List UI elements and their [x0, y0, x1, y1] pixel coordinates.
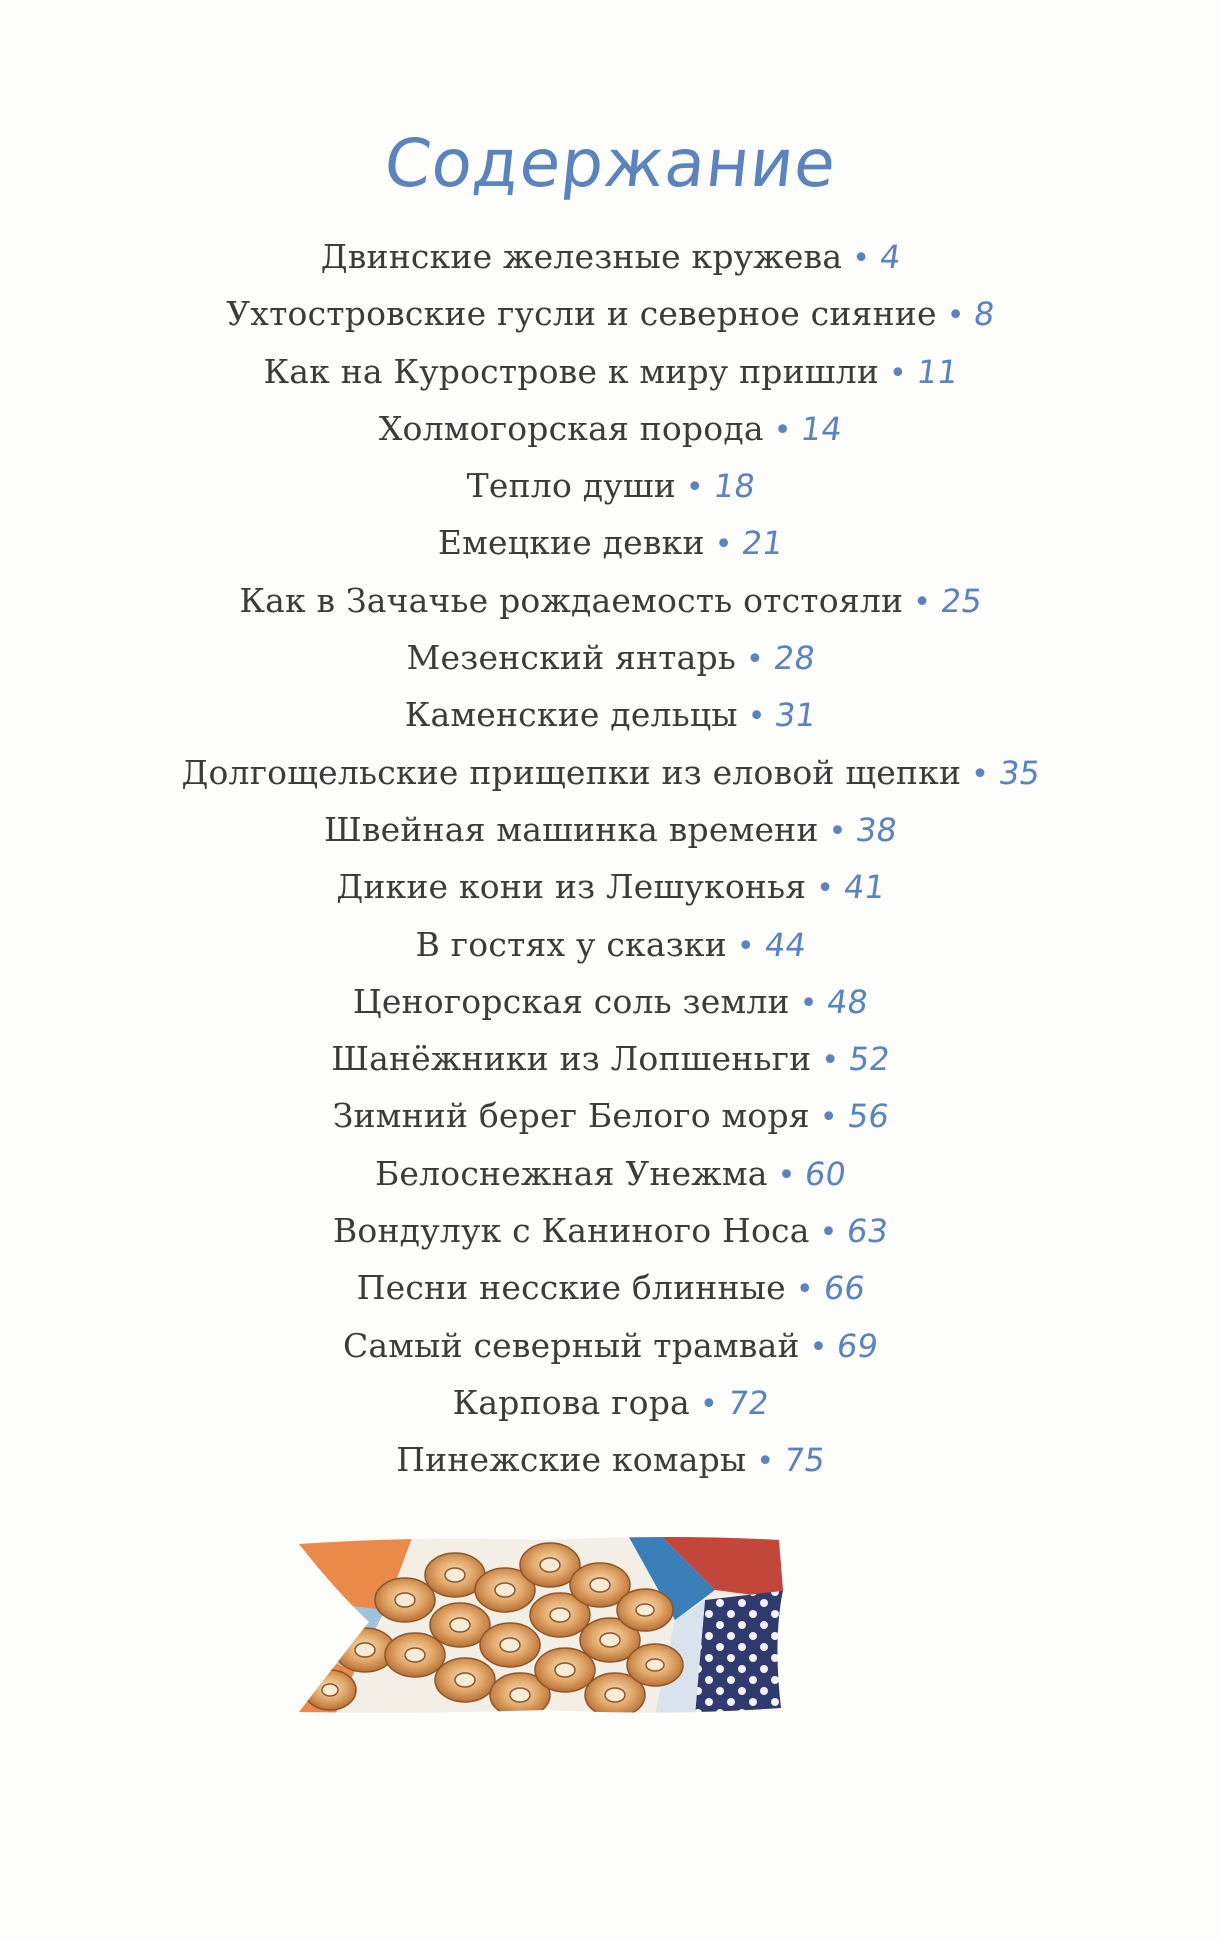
toc-title: Содержание [380, 125, 841, 202]
dot-separator: • [889, 355, 907, 391]
toc-entry-title: Швейная машинка времени [324, 809, 819, 849]
dot-separator: • [795, 1272, 814, 1308]
toc-entry-title: Холмогорская порода [378, 408, 764, 448]
toc-list [0, 228, 1221, 1489]
toc-entry-page: 8 [971, 295, 998, 334]
toc-entry-page: 63 [844, 1212, 891, 1251]
dot-separator: • [773, 412, 792, 448]
toc-entry-page: 21 [739, 524, 786, 563]
toc-entry-title: Карпова гора [452, 1382, 690, 1422]
dot-separator: • [816, 871, 834, 907]
dot-separator: • [852, 241, 870, 276]
toc-entry-page: 31 [772, 696, 819, 735]
dot-separator: • [821, 1043, 840, 1079]
bagels-illustration [295, 1530, 790, 1715]
toc-entry[interactable] [0, 1431, 1221, 1488]
toc-entry-page: 75 [781, 1441, 828, 1480]
toc-entry[interactable] [0, 1145, 1221, 1202]
toc-entry-title: Ценогорская соль земли [352, 981, 790, 1021]
toc-entry[interactable] [0, 457, 1221, 514]
toc-entry-page: 11 [914, 352, 961, 391]
dot-separator: • [828, 813, 847, 849]
toc-entry-page: 52 [846, 1040, 893, 1079]
toc-entry[interactable] [0, 1259, 1221, 1316]
toc-entry-title: Белоснежная Унежма [374, 1153, 768, 1193]
toc-entry-title: Пинежские комары [396, 1440, 747, 1480]
toc-entry-page: 35 [996, 753, 1043, 792]
toc-entry[interactable] [0, 858, 1221, 915]
toc-entry-title: Тепло души [466, 466, 676, 506]
toc-entry-page: 25 [938, 581, 985, 620]
toc-entry-title: Шанёжники из Лопшеньги [331, 1039, 812, 1079]
toc-entry-title: Зимний берег Белого моря [332, 1096, 810, 1136]
toc-entry-page: 4 [877, 238, 904, 276]
toc-entry[interactable] [0, 1202, 1221, 1259]
dot-separator: • [971, 756, 989, 792]
toc-entry-page: 18 [711, 467, 758, 506]
toc-entry-page: 48 [824, 982, 871, 1021]
toc-entry-title: Долгощельские прищепки из еловой щепки [181, 752, 962, 792]
dot-separator: • [699, 1386, 718, 1422]
toc-entry-page: 60 [802, 1154, 849, 1193]
toc-entry[interactable] [0, 1317, 1221, 1374]
toc-entry-title: Двинские железные кружева [320, 237, 843, 276]
toc-entry-page: 38 [853, 810, 900, 849]
dot-separator: • [736, 928, 755, 964]
toc-entry-page: 69 [834, 1326, 881, 1365]
toc-entry[interactable] [0, 744, 1221, 801]
dot-separator: • [809, 1329, 828, 1365]
toc-entry[interactable] [0, 285, 1221, 342]
toc-entry-page: 66 [821, 1269, 868, 1308]
toc-entry-page: 14 [798, 409, 845, 448]
toc-entry[interactable] [0, 514, 1221, 571]
toc-entry-page: 41 [841, 868, 888, 907]
toc-entry[interactable] [0, 629, 1221, 686]
dot-separator: • [819, 1215, 838, 1251]
toc-entry-title: Дикие кони из Лешуконья [336, 867, 807, 907]
dot-separator: • [913, 584, 931, 620]
toc-entry-title: Емецкие девки [437, 523, 705, 563]
dot-separator: • [714, 527, 733, 563]
toc-entry-title: Вондулук с Каниного Носа [332, 1211, 810, 1251]
toc-entry-title: Каменские дельцы [404, 695, 738, 735]
dot-separator: • [756, 1444, 775, 1480]
toc-entry-page: 72 [725, 1383, 772, 1422]
toc-entry-title: Как в Зачачье рождаемость отстояли [239, 580, 904, 620]
toc-entry[interactable] [0, 686, 1221, 743]
toc-entry-page: 56 [844, 1097, 892, 1136]
toc-entry[interactable] [0, 228, 1221, 285]
toc-entry-page: 28 [771, 639, 818, 678]
toc-entry-title: Как на Курострове к миру пришли [263, 351, 880, 391]
dot-separator: • [799, 985, 818, 1021]
toc-entry[interactable] [0, 801, 1221, 858]
toc-entry-title: Мезенский янтарь [406, 638, 737, 678]
toc-entry[interactable] [0, 400, 1221, 457]
toc-entry[interactable] [0, 343, 1221, 400]
toc-entry-title: В гостях у сказки [415, 924, 727, 964]
dot-separator: • [777, 1157, 796, 1193]
toc-entry[interactable] [0, 572, 1221, 629]
toc-entry[interactable] [0, 973, 1221, 1030]
dot-separator: • [946, 298, 965, 334]
toc-entry[interactable] [0, 916, 1221, 973]
toc-entry[interactable] [0, 1030, 1221, 1087]
toc-entry-title: Самый северный трамвай [342, 1325, 800, 1365]
toc-entry-page: 44 [762, 925, 809, 964]
toc-entry-title: Песни несские блинные [356, 1268, 786, 1308]
dot-separator: • [685, 470, 704, 506]
dot-separator: • [747, 699, 766, 735]
dot-separator: • [819, 1100, 838, 1136]
toc-entry-title: Ухтостровские гусли и северное сияние [226, 294, 937, 334]
dot-separator: • [746, 642, 764, 678]
toc-entry[interactable] [0, 1374, 1221, 1431]
toc-entry[interactable] [0, 1087, 1221, 1144]
